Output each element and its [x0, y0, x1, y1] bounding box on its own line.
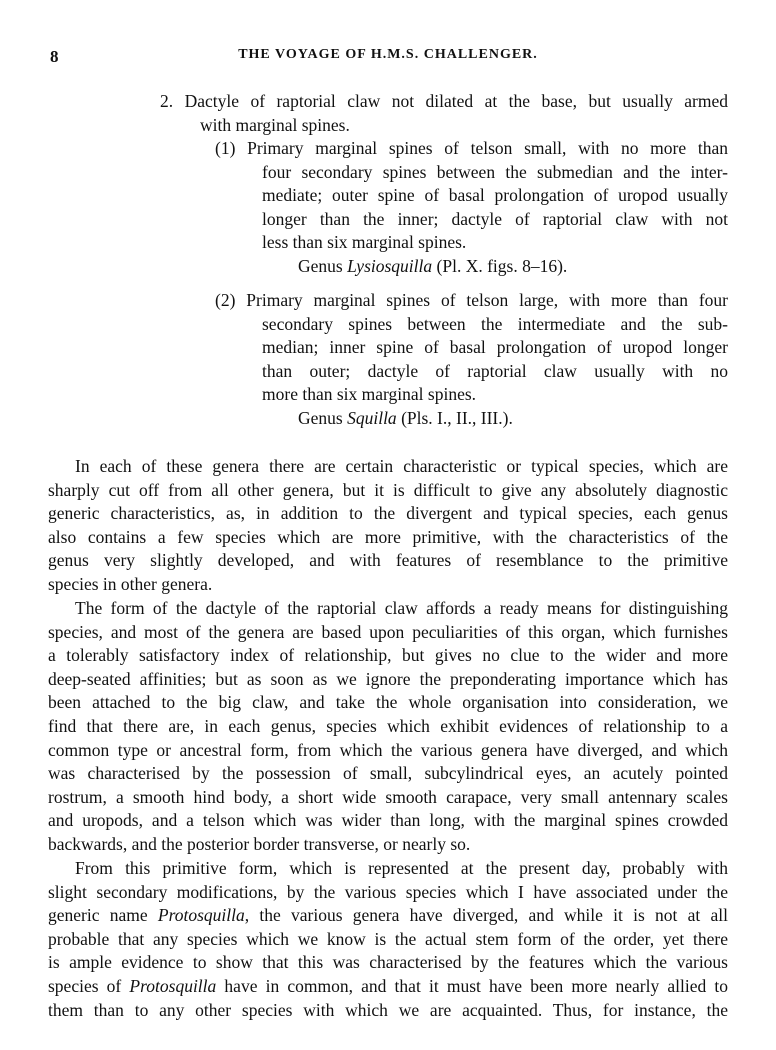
paragraph-2-line: rostrum, a smooth hind body, a short wide smooth carapace, very small antennary scales	[48, 786, 728, 807]
paragraph-2-line: backwards, and the posterior border transverse, or nearly so.	[48, 834, 471, 854]
paragraph-2-line: common type or ancestral form, from which the various genera have diverged, and which	[48, 739, 728, 760]
line-segment: species of	[48, 976, 130, 996]
item-2-2-line: more than six marginal spines.	[262, 384, 477, 404]
paragraph-3-line: them than to any other species with which we are acquainted. Thus, for instance, the	[48, 999, 728, 1020]
item-2-line: 2. Dactyle of raptorial claw not dilated at the base, but usually armed	[160, 91, 728, 111]
item-2-2-line: (2) Primary marginal spines of telson large, with more than four	[215, 290, 728, 310]
genus-name-italic: Squilla	[347, 407, 397, 428]
paragraph-2-line: and uropods, and a telson which was wider than long, with the marginal spines crowded	[48, 810, 728, 831]
item-2-line: with marginal spines.	[200, 114, 350, 135]
item-2-2-line	[298, 407, 513, 429]
paragraph-2-line: find that there are, in each genus, species which exhibit evidences of relationship to a	[48, 716, 728, 736]
line-segment: Genus	[298, 255, 348, 276]
line-segment: , the various genera have diverged, and while it is not at all	[244, 905, 728, 926]
paragraph-2-line: deep-seated affinities; but as soon as we ignore the preponderating importance which has	[48, 668, 728, 689]
line-segment: have in common, and that it must have been more nearly allied to	[216, 976, 728, 996]
item-2-1-line: (1) Primary marginal spines of telson small, with no more than	[215, 138, 728, 158]
paragraph-2-line: been attached to the big claw, and take the whole organisation into consideration, we	[48, 692, 728, 713]
item-2-1-line: mediate; outer spine of basal prolongation of uropod usually	[262, 185, 728, 205]
paragraph-3-line	[48, 975, 728, 997]
paragraph-2-line: The form of the dactyle of the raptorial claw affords a ready means for distinguishing	[75, 598, 728, 618]
line-segment: generic name	[48, 905, 158, 926]
paragraph-3-line: slight secondary modifications, by the various species which I have associated under the	[48, 881, 728, 902]
paragraph-3-line	[48, 904, 728, 926]
paragraph-1-line: In each of these genera there are certain characteristic or typical species, which are	[75, 456, 728, 476]
item-2-1-line	[298, 255, 567, 277]
item-2-2-line: median; inner spine of basal prolongation of uropod longer	[262, 337, 728, 357]
paragraph-3-line: is ample evidence to show that this was characterised by the features which the various	[48, 952, 728, 973]
paragraph-1-line: generic characteristics, as, in addition to the divergent and typical species, each genus	[48, 503, 728, 524]
paragraph-1-line: species in other genera.	[48, 574, 213, 594]
running-title: THE VOYAGE OF H.M.S. CHALLENGER.	[238, 47, 538, 62]
line-segment: (Pls. I., II., III.).	[396, 407, 513, 428]
paragraph-3-line: probable that any species which we know is the actual stem form of the order, yet there	[48, 928, 728, 949]
item-2-1-line: less than six marginal spines.	[262, 232, 467, 252]
line-segment: (Pl. X. figs. 8–16).	[432, 255, 568, 276]
item-2-1-line: four secondary spines between the submedian and the inter-	[262, 161, 728, 182]
genus-name-italic: Lysiosquilla	[347, 255, 433, 276]
paragraph-1-line: sharply cut off from all other genera, but it is difficult to give any absolutely diagnostic	[48, 479, 728, 500]
line-segment: Genus	[298, 407, 348, 428]
paragraph-2-line: was characterised by the possession of small, subcylindrical eyes, an acutely pointed	[48, 763, 728, 784]
paragraph-3-line: From this primitive form, which is represented at the present day, probably with	[75, 858, 728, 878]
paragraph-2-line: a tolerably satisfactory index of relationship, but gives no clue to the wider and more	[48, 645, 728, 666]
item-2-1-line: longer than the inner; dactyle of raptorial claw with not	[262, 208, 728, 229]
paragraph-2-line: species, and most of the genera are based upon peculiarities of this organ, which furnishes	[48, 621, 728, 642]
genus-name-italic: Protosquilla	[129, 976, 217, 996]
page-number: 8	[50, 47, 59, 66]
paragraph-1-line: also contains a few species which are more primitive, with the characteristics of the	[48, 526, 728, 547]
paragraph-1-line: genus very slightly developed, and with features of resemblance to the primitive	[48, 550, 728, 571]
item-2-2-line: secondary spines between the intermediate and the sub-	[262, 313, 728, 334]
item-2-2-line: than outer; dactyle of raptorial claw usually with no	[262, 360, 728, 381]
genus-name-italic: Protosquilla	[157, 905, 245, 926]
